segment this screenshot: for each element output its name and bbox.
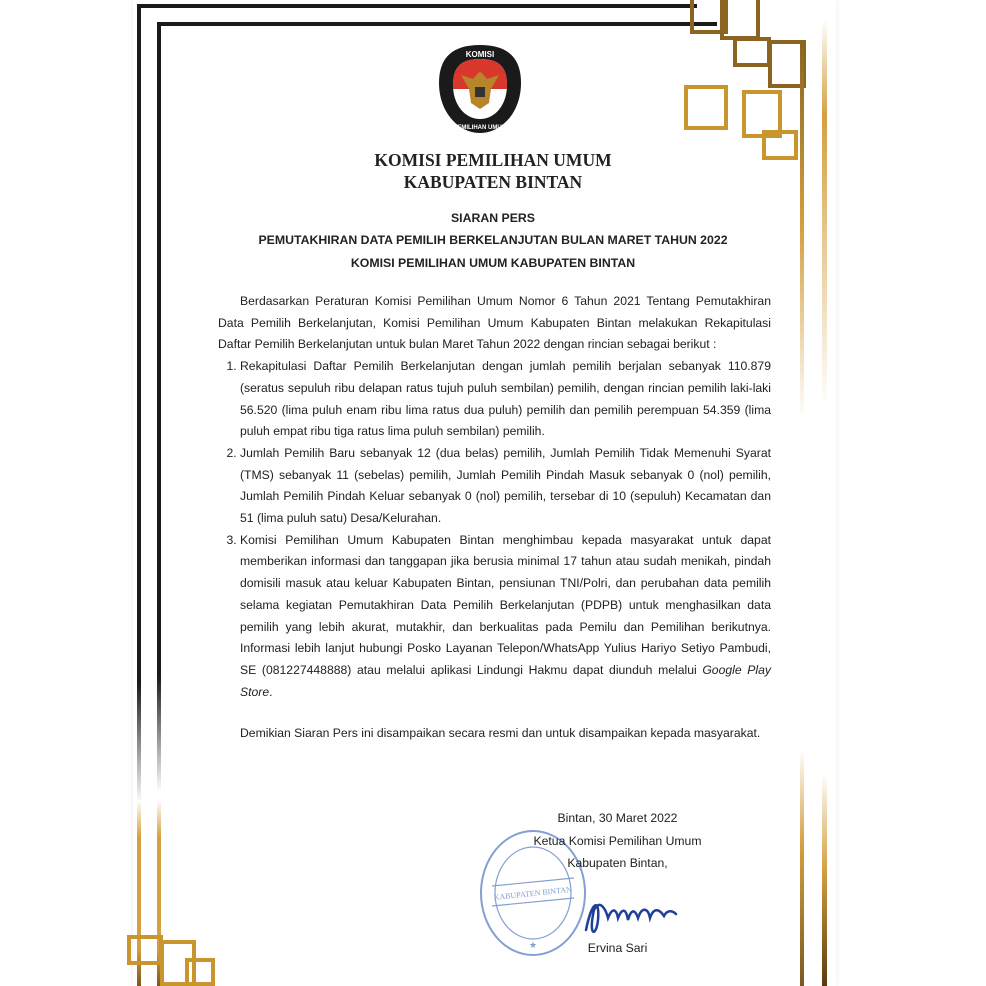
list-item: [240, 530, 771, 704]
handwritten-signature: [578, 890, 698, 940]
body-text: [218, 291, 771, 745]
details-list: [218, 356, 771, 703]
frame-line: [157, 22, 717, 26]
logo-text-bottom: PEMILIHAN UMUM: [453, 125, 507, 131]
place-date: Bintan, 30 Maret 2022: [557, 811, 678, 825]
kpu-logo: [437, 43, 523, 135]
list-item-text: Rekapitulasi Daftar Pemilih Berkelanjutan dengan jumlah pemilih berjalan sebanyak 110.879 (seratus sepuluh ribu delapan ratus tujuh puluh sembilan) pemilih, dengan rincian pemilih laki-laki 56.520 (lima puluh enam ribu lima ratus dua puluh) pemilih dan pemilih perempuan 54.359 (lima puluh empat ribu tiga ratus lima puluh sembilan) pemilih.: [240, 359, 771, 439]
ornament-square: [185, 958, 215, 986]
closing-paragraph: Demikian Siaran Pers ini disampaikan secara resmi dan untuk disampaikan kepada masyarakat.: [240, 726, 761, 741]
logo-text-top: KOMISI: [465, 50, 495, 59]
list-item: [240, 443, 771, 530]
signatory-name: Ervina Sari: [587, 941, 648, 955]
list-item-end: .: [269, 684, 273, 699]
org-region: KABUPATEN BINTAN: [403, 172, 583, 192]
doc-type: SIARAN PERS: [450, 211, 536, 225]
doc-title: PEMUTAKHIRAN DATA PEMILIH BERKELANJUTAN BULAN MARET TAHUN 2022: [258, 233, 728, 247]
ornament-square: [684, 85, 728, 130]
play-store-text: Google Play Store: [240, 662, 771, 699]
intro-paragraph: Berdasarkan Peraturan Komisi Pemilihan Umum Nomor 6 Tahun 2021 Tentang Pemutakhiran Data Pemilih Berkelanjutan, Komisi Pemilihan Umum Kabupaten Bintan melakukan Rekapitulasi Daftar Pemilih Berkelanjutan untuk bulan Maret Tahun 2022 dengan rincian sebagai berikut :: [218, 294, 771, 352]
ornament-square: [720, 0, 760, 40]
svg-text:★: ★: [528, 940, 538, 950]
ornament-square: [733, 37, 771, 67]
frame-line: [157, 22, 161, 792]
svg-text:KABUPATEN BINTAN: KABUPATEN BINTAN: [493, 884, 573, 903]
frame-line: [137, 4, 697, 8]
list-item-text: Jumlah Pemilih Baru sebanyak 12 (dua belas) pemilih, Jumlah Pemilih Tidak Memenuhi Syarat (TMS) sebanyak 11 (sebelas) pemilih, Jumlah Pemilih Pindah Masuk sebanyak 0 (nol) pemilih, Jumlah Pemilih Pindah Keluar sebanyak 0 (nol) pemilih, tersebar di 10 (sepuluh) Kecamatan dan 51 (lima puluh satu) Desa/Kelurahan.: [240, 445, 771, 526]
list-item: [240, 356, 771, 443]
list-item-text: Komisi Pemilihan Umum Kabupaten Bintan menghimbau kepada masyarakat untuk dapat memberikan informasi dan tanggapan jika berusia minimal 17 tahun atau sudah menikah, pindah domisili masuk atau keluar Kabupaten Bintan, pensiunan TNI/Polri, dan perubahan data pemilih selama kegiatan Pemutakhiran Data Pemilih Berkelanjutan (PDPB) untuk menghasilkan data pemilih yang lebih akurat, mutakhir, dan berkualitas pada Pemilu dan Pemilihan berikutnya. Informasi lebih lanjut hubungi Posko Layanan Telepon/WhatsApp Yulius Hariyo Setiyo Pambudi, SE (081227448888) atau melalui aplikasi Lindungi Hakmu dapat diunduh melalui: [240, 532, 771, 677]
ornament-square: [127, 935, 163, 965]
org-name: KOMISI PEMILIHAN UMUM: [374, 150, 612, 170]
signatory-region: Kabupaten Bintan,: [567, 856, 668, 870]
signatory-position: Ketua Komisi Pemilihan Umum: [533, 834, 702, 848]
frame-line: [137, 4, 141, 804]
doc-issuer: KOMISI PEMILIHAN UMUM KABUPATEN BINTAN: [350, 256, 636, 270]
